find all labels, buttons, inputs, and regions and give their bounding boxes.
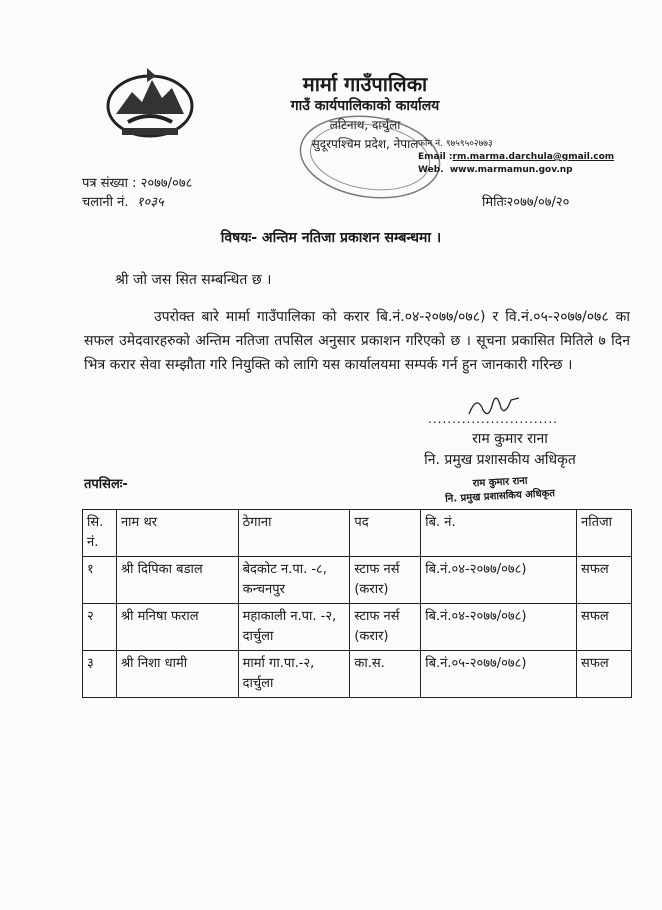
body-paragraph: उपरोक्त बारे मार्मा गाउँपालिका को करार बि.नं.०४-२०७७/०७८) र वि.नं.०५-२०७७/०७८ का सफल उमेदवारहरुको अन्तिम नतिजा तपसिल अनुसार प्रकाशन गरिएको छ । सूचना प्रकासित मितिले ७ दिन भित्र करार सेवा सम्झौता गरि नियुक्ति को लागि यस कार्यालयमा सम्पर्क गर्न हुन जानकारी गरिन्छ । (84, 309, 630, 373)
signature-line: ........................... (428, 412, 558, 426)
table-cell: स्टाफ नर्स (करार) (350, 604, 421, 651)
table-cell: ३ (83, 651, 117, 698)
signatory-name: राम कुमार राना (472, 431, 548, 447)
table-row (83, 604, 632, 651)
dispatch-number: १०३५ (136, 195, 164, 210)
header-cell: नाम थर (116, 510, 238, 557)
table-cell: का.स. (350, 651, 421, 698)
table-cell: सफल (577, 604, 632, 651)
subject-line: विषयः- अन्तिम नतिजा प्रकाशन सम्बन्धमा । (220, 230, 442, 246)
date-value: २०७७/०७/२० (506, 195, 570, 210)
web-label: Web. (418, 165, 444, 175)
location: लटिनाथ, दार्चुला (329, 118, 401, 132)
header-cell: बि. नं. (421, 510, 577, 557)
details-label: तपसिलः- (84, 477, 128, 492)
header-cell: ठेगाना (238, 510, 350, 557)
email-label: Email : (418, 152, 453, 162)
table-cell: बि.नं.०५-२०७७/०७८) (421, 651, 577, 698)
table-cell: श्री मनिषा फराल (116, 604, 238, 651)
province: सुदूरपश्चिम प्रदेश, नेपाल (311, 137, 419, 151)
header-cell: पद (350, 510, 421, 557)
table-header-row (83, 510, 632, 557)
table-cell: बि.नं.०४-२०७७/०७८) (421, 604, 577, 651)
table-cell: सफल (577, 557, 632, 604)
table-cell: श्री दिपिका बडाल (116, 557, 238, 604)
contact-info (418, 138, 614, 177)
results-table (82, 509, 632, 698)
phone-text: फोन नं. ९७५९५०२७७३ (418, 139, 493, 149)
table-cell: बि.नं.०४-२०७७/०७८) (421, 557, 577, 604)
date-label: मितिः (482, 195, 507, 210)
table-cell: महाकाली न.पा. -२, दार्चुला (238, 604, 350, 651)
email-link[interactable]: rm.marma.darchula@gmail.com (452, 152, 615, 162)
table-row (83, 651, 632, 698)
nepal-emblem-icon (100, 62, 200, 142)
reference-block (82, 174, 192, 212)
table-cell: बेदकोट न.पा. -८, कन्चनपुर (238, 557, 350, 604)
header-cell: सि. नं. (83, 510, 117, 557)
table-cell: मार्मा गा.पा.-२, दार्चुला (238, 651, 350, 698)
header-cell: नतिजा (577, 510, 632, 557)
org-name: मार्मा गाउँपालिका (302, 72, 428, 96)
table-cell: श्री निशा धामी (116, 651, 238, 698)
seal-name: राम कुमार राना (472, 475, 528, 490)
table-cell: स्टाफ नर्स (करार) (350, 557, 421, 604)
seal-title: नि. प्रमुख प्रशासकिय अधिकृत (444, 488, 556, 505)
dispatch-label: चलानी नं. (82, 195, 129, 210)
table-cell: सफल (577, 651, 632, 698)
salutation: श्री जो जस सित सम्बन्धित छ । (115, 272, 272, 288)
table-cell: १ (83, 557, 117, 604)
web-link[interactable]: www.marmamun.gov.np (449, 165, 573, 175)
signatory-title: नि. प्रमुख प्रशासकीय अधिकृत (424, 452, 576, 468)
letter-number: पत्र संख्या : २०७७/०७८ (82, 176, 193, 191)
table-cell: २ (83, 604, 117, 651)
date-block (482, 192, 569, 210)
office-name: गाउँ कार्यपालिकाको कार्यालय (290, 98, 440, 114)
table-row (83, 557, 632, 604)
